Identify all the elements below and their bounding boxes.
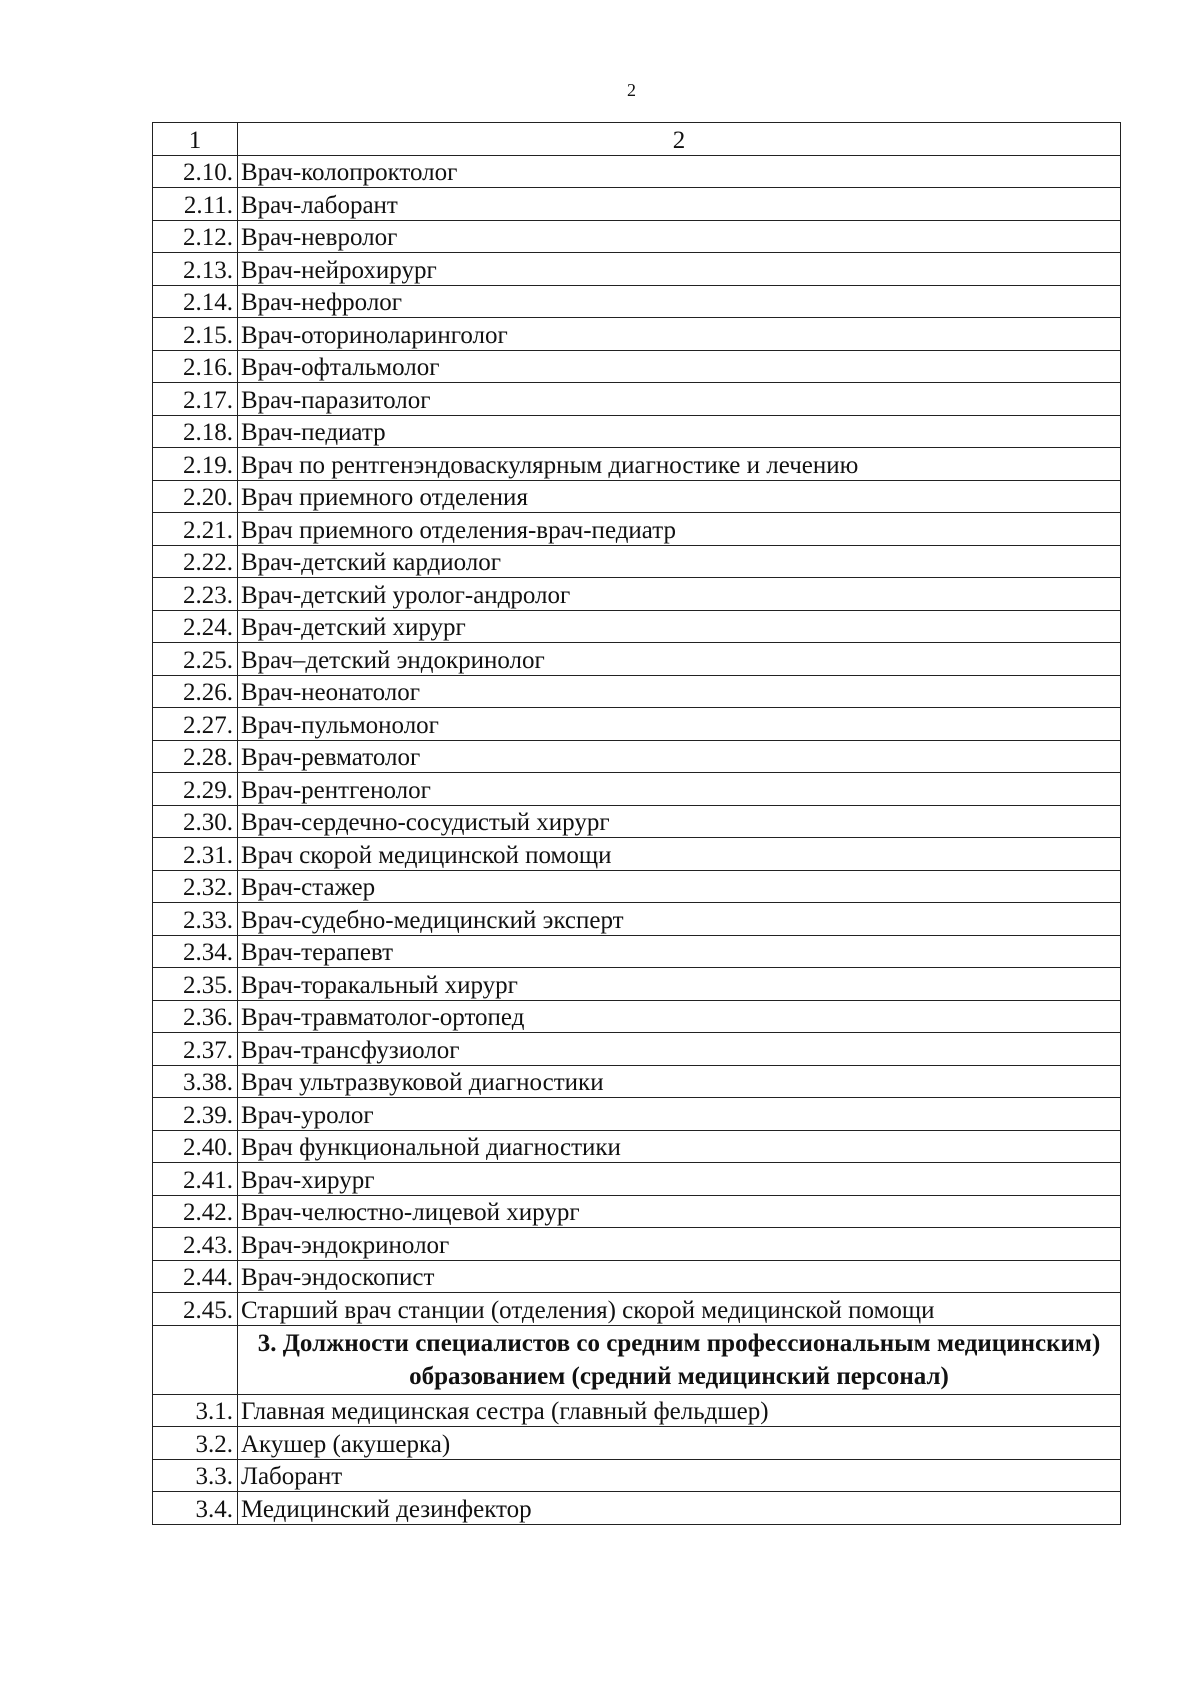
table-row: [153, 350, 1121, 383]
section-number-cell: [153, 1325, 238, 1394]
table-row: [153, 1492, 1121, 1525]
row-position-title: Врач приемного отделения-врач-педиатр: [238, 513, 1121, 546]
table-row: [153, 383, 1121, 416]
table-row: [153, 1427, 1121, 1460]
row-position-title: Врач-неонатолог: [238, 675, 1121, 708]
table-row: [153, 968, 1121, 1001]
positions-table: [152, 122, 1121, 1525]
table-row: [153, 155, 1121, 188]
row-number: 2.33.: [153, 903, 238, 936]
table-row: [153, 1195, 1121, 1228]
row-position-title: Медицинский дезинфектор: [238, 1492, 1121, 1525]
row-number: 2.22.: [153, 545, 238, 578]
row-number: 2.43.: [153, 1228, 238, 1261]
row-number: 2.32.: [153, 870, 238, 903]
table-body: [153, 123, 1121, 1525]
row-position-title: Врач-детский кардиолог: [238, 545, 1121, 578]
row-position-title: Врач-педиатр: [238, 415, 1121, 448]
table-row: [153, 415, 1121, 448]
row-position-title: Врач-судебно-медицинский эксперт: [238, 903, 1121, 936]
row-position-title: Врач–детский эндокринолог: [238, 643, 1121, 676]
row-number: 3.2.: [153, 1427, 238, 1460]
row-number: 2.17.: [153, 383, 238, 416]
row-position-title: Врач-офтальмолог: [238, 350, 1121, 383]
row-number: 2.37.: [153, 1033, 238, 1066]
table-row: [153, 643, 1121, 676]
table-row: [153, 1228, 1121, 1261]
row-number: 2.36.: [153, 1000, 238, 1033]
table-row: [153, 1130, 1121, 1163]
row-number: 2.39.: [153, 1098, 238, 1131]
column-header-number: 1: [153, 123, 238, 156]
row-number: 2.26.: [153, 675, 238, 708]
row-position-title: Врач-детский уролог-андролог: [238, 578, 1121, 611]
row-number: 2.12.: [153, 220, 238, 253]
table-row: [153, 675, 1121, 708]
table-row: [153, 545, 1121, 578]
row-number: 2.30.: [153, 805, 238, 838]
row-position-title: Акушер (акушерка): [238, 1427, 1121, 1460]
row-position-title: Врач-эндоскопист: [238, 1260, 1121, 1293]
row-position-title: Главная медицинская сестра (главный фельдшер): [238, 1394, 1121, 1427]
table-row: [153, 1098, 1121, 1131]
table-row: [153, 513, 1121, 546]
row-number: 2.28.: [153, 740, 238, 773]
column-header-title: 2: [238, 123, 1121, 156]
row-position-title: Врач приемного отделения: [238, 480, 1121, 513]
table-row: [153, 480, 1121, 513]
row-number: 2.18.: [153, 415, 238, 448]
table-row: [153, 1033, 1121, 1066]
row-position-title: Врач-челюстно-лицевой хирург: [238, 1195, 1121, 1228]
table-row: [153, 1000, 1121, 1033]
row-number: 2.41.: [153, 1163, 238, 1196]
row-position-title: Лаборант: [238, 1459, 1121, 1492]
row-position-title: Врач по рентгенэндоваскулярным диагностике и лечению: [238, 448, 1121, 481]
row-number: 2.31.: [153, 838, 238, 871]
table-header-row: [153, 123, 1121, 156]
row-position-title: Врач-нейрохирург: [238, 253, 1121, 286]
row-number: 2.13.: [153, 253, 238, 286]
table-row: [153, 1065, 1121, 1098]
row-number: 3.1.: [153, 1394, 238, 1427]
table-row: [153, 448, 1121, 481]
row-number: 2.21.: [153, 513, 238, 546]
row-position-title: Врач-колопроктолог: [238, 155, 1121, 188]
table-row: [153, 285, 1121, 318]
table-row: [153, 740, 1121, 773]
row-number: 2.15.: [153, 318, 238, 351]
row-number: 2.14.: [153, 285, 238, 318]
table-row: [153, 1293, 1121, 1326]
row-position-title: Врач-оториноларинголог: [238, 318, 1121, 351]
table-row: [153, 253, 1121, 286]
row-position-title: Врач-трансфузиолог: [238, 1033, 1121, 1066]
table-row: [153, 1260, 1121, 1293]
row-position-title: Врач ультразвуковой диагностики: [238, 1065, 1121, 1098]
section-heading: 3. Должности специалистов со средним профессиональным медицинским) образованием (средний медицинский персонал): [238, 1325, 1121, 1394]
row-position-title: Врач скорой медицинской помощи: [238, 838, 1121, 871]
row-position-title: Врач-нефролог: [238, 285, 1121, 318]
row-number: 2.44.: [153, 1260, 238, 1293]
row-position-title: Врач-ревматолог: [238, 740, 1121, 773]
table-row: [153, 220, 1121, 253]
row-position-title: Врач-пульмонолог: [238, 708, 1121, 741]
row-number: 2.27.: [153, 708, 238, 741]
row-position-title: Врач-терапевт: [238, 935, 1121, 968]
table-row: [153, 188, 1121, 221]
row-number: 2.34.: [153, 935, 238, 968]
table-row: [153, 935, 1121, 968]
row-number: 2.25.: [153, 643, 238, 676]
table-row: [153, 708, 1121, 741]
row-number: 2.40.: [153, 1130, 238, 1163]
row-number: 2.10.: [153, 155, 238, 188]
table-row: [153, 578, 1121, 611]
table-row: [153, 1459, 1121, 1492]
row-position-title: Врач-стажер: [238, 870, 1121, 903]
section-heading-row: [153, 1325, 1121, 1394]
row-position-title: Врач-сердечно-сосудистый хирург: [238, 805, 1121, 838]
row-position-title: Врач-невролог: [238, 220, 1121, 253]
row-number: 3.4.: [153, 1492, 238, 1525]
row-number: 3.3.: [153, 1459, 238, 1492]
row-position-title: Врач-лаборант: [238, 188, 1121, 221]
row-position-title: Врач-паразитолог: [238, 383, 1121, 416]
row-position-title: Врач-рентгенолог: [238, 773, 1121, 806]
row-position-title: Врач-уролог: [238, 1098, 1121, 1131]
row-number: 2.11.: [153, 188, 238, 221]
row-position-title: Врач-эндокринолог: [238, 1228, 1121, 1261]
table-row: [153, 870, 1121, 903]
row-position-title: Врач-торакальный хирург: [238, 968, 1121, 1001]
row-number: 2.42.: [153, 1195, 238, 1228]
row-number: 2.23.: [153, 578, 238, 611]
row-position-title: Врач-детский хирург: [238, 610, 1121, 643]
row-position-title: Врач-травматолог-ортопед: [238, 1000, 1121, 1033]
row-number: 2.20.: [153, 480, 238, 513]
row-position-title: Врач-хирург: [238, 1163, 1121, 1196]
row-number: 2.35.: [153, 968, 238, 1001]
table-row: [153, 610, 1121, 643]
table-row: [153, 1163, 1121, 1196]
row-number: 2.24.: [153, 610, 238, 643]
table-row: [153, 805, 1121, 838]
row-position-title: Врач функциональной диагностики: [238, 1130, 1121, 1163]
table-row: [153, 838, 1121, 871]
table-row: [153, 1394, 1121, 1427]
row-number: 2.16.: [153, 350, 238, 383]
table-row: [153, 318, 1121, 351]
row-number: 2.19.: [153, 448, 238, 481]
row-number: 2.45.: [153, 1293, 238, 1326]
page-number: 2: [627, 80, 636, 100]
row-position-title: Старший врач станции (отделения) скорой медицинской помощи: [238, 1293, 1121, 1326]
row-number: 3.38.: [153, 1065, 238, 1098]
table-row: [153, 903, 1121, 936]
table-row: [153, 773, 1121, 806]
row-number: 2.29.: [153, 773, 238, 806]
